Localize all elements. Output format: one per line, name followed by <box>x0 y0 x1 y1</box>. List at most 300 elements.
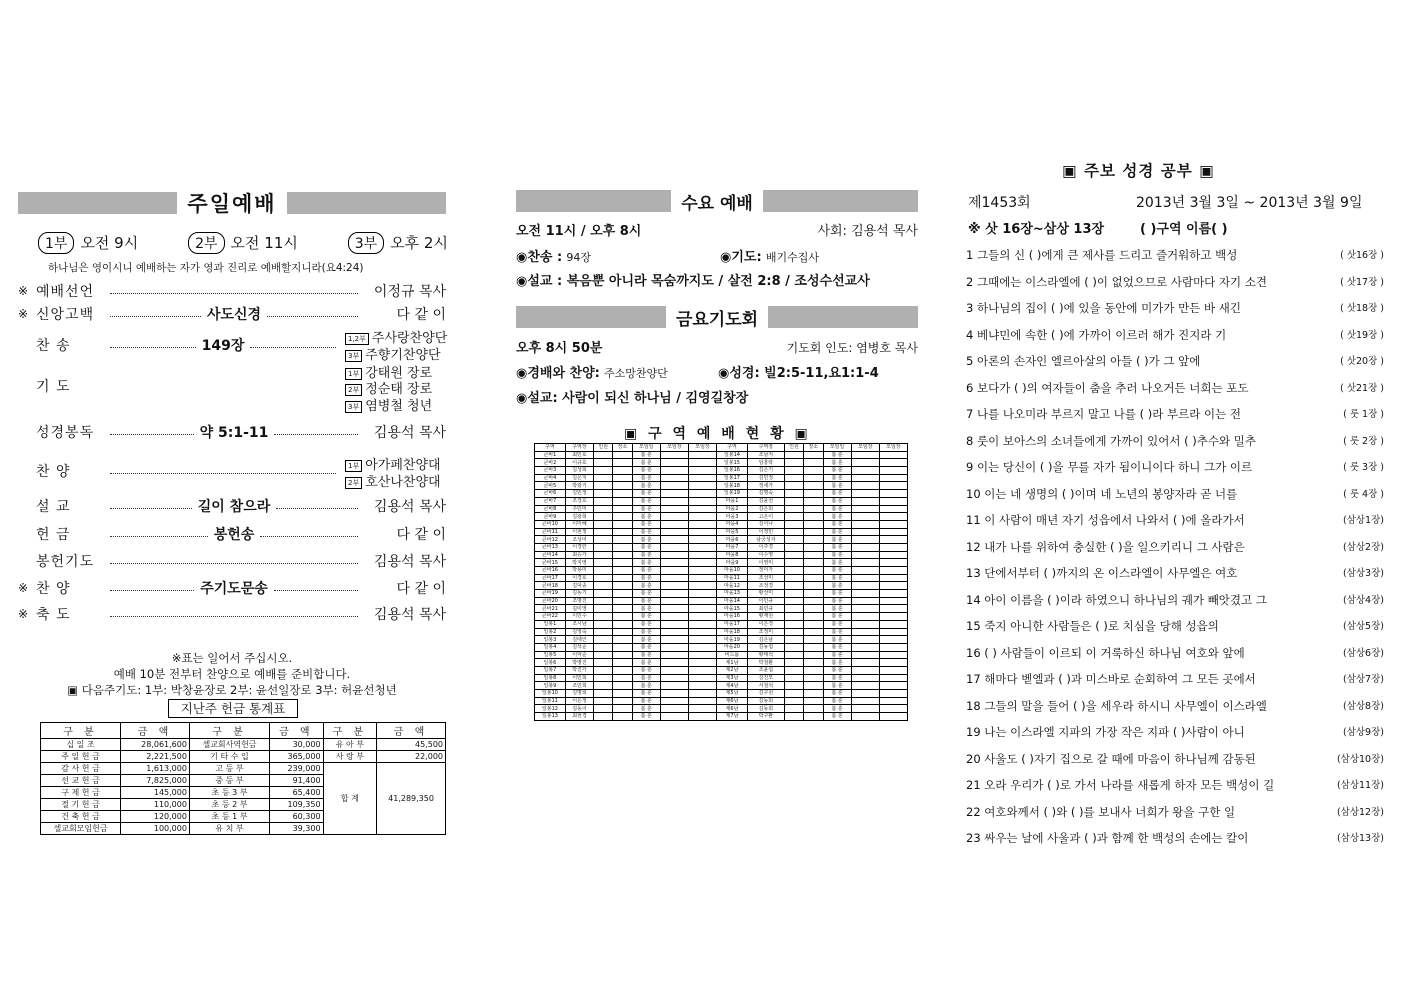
cell: 일봉9 <box>535 682 566 690</box>
time-text: 오전 9시 <box>80 234 139 252</box>
cell <box>688 590 716 598</box>
cell: 김미영 <box>565 605 593 613</box>
cell <box>851 567 879 575</box>
cell: 구 제 헌 금 <box>41 787 121 799</box>
table-row <box>535 620 908 628</box>
col-header: 인원 <box>594 444 613 452</box>
cell: 봄 훈 <box>632 605 660 613</box>
cell <box>660 528 688 536</box>
table-row <box>535 482 908 490</box>
table-row <box>535 628 908 636</box>
cell: 박광기 <box>565 482 593 490</box>
cell <box>660 459 688 467</box>
cell <box>613 666 632 674</box>
cell <box>804 690 823 698</box>
order-item <box>18 421 446 443</box>
cell: 109,350 <box>270 799 324 811</box>
order-person: 김용석 목사 <box>373 499 446 515</box>
cell: 봄 훈 <box>823 590 851 598</box>
prayer-value: 배기수집사 <box>765 251 819 264</box>
prayer-sub-3 <box>345 395 432 414</box>
table-row <box>535 520 908 528</box>
order-name: 예배선언 <box>36 284 95 300</box>
cell <box>804 490 823 498</box>
cell: 김은지 <box>565 474 593 482</box>
question-text: 11 이 사람이 매년 자기 성읍에서 나와서 ( )에 올라가서 <box>966 513 1245 527</box>
cell: 조성미 <box>565 536 593 544</box>
cell: 28,061,600 <box>121 739 190 751</box>
friday-header <box>516 306 918 328</box>
sub-badge: 3부 <box>345 350 362 362</box>
order-item <box>18 577 446 599</box>
hymn-sub-2 <box>345 344 441 363</box>
cell: 39,300 <box>270 823 324 835</box>
cell: 주민미 <box>565 505 593 513</box>
cell: 마을1 <box>717 497 748 505</box>
cell <box>804 613 823 621</box>
cell <box>784 467 803 475</box>
cell: 황태석 <box>747 651 784 659</box>
cell <box>851 536 879 544</box>
cell: 일봉11 <box>535 697 566 705</box>
cell: 남궁성자 <box>747 536 784 544</box>
table-row <box>535 651 908 659</box>
cell <box>594 628 613 636</box>
cell <box>594 690 613 698</box>
cell: 봄 훈 <box>632 474 660 482</box>
cell <box>784 459 803 467</box>
cell: 최현경 <box>565 713 593 721</box>
question-item <box>966 671 1384 687</box>
col-header: 구역 <box>717 444 748 452</box>
cell <box>594 674 613 682</box>
cell <box>804 497 823 505</box>
cell: 제1남 <box>717 659 748 667</box>
order-name: 찬 송 <box>36 338 71 354</box>
cell <box>879 666 907 674</box>
cell: 마을2 <box>717 505 748 513</box>
cell <box>594 682 613 690</box>
offering-header-row <box>41 723 446 739</box>
cell: 봄 훈 <box>823 467 851 475</box>
sub-text: 강태원 장로 <box>365 366 433 381</box>
table-row <box>535 590 908 598</box>
friday-praise <box>516 362 668 381</box>
cell: 봄 훈 <box>823 682 851 690</box>
cell <box>784 490 803 498</box>
cell <box>660 536 688 544</box>
cell <box>660 482 688 490</box>
question-item <box>966 804 1384 820</box>
cell: 봄 훈 <box>632 620 660 628</box>
cell: 사 랑 부 <box>323 751 377 763</box>
sub-badge: 1부 <box>345 460 362 472</box>
cell <box>688 528 716 536</box>
sub-text: 정순태 장로 <box>365 382 433 397</box>
cell <box>804 574 823 582</box>
cell <box>784 636 803 644</box>
cell <box>688 474 716 482</box>
question-text: 14 아이 이름을 ( )이라 하였으니 하나님의 궤가 빼앗겼고 그 <box>966 592 1267 607</box>
cell <box>613 559 632 567</box>
order-person: 다 같 이 <box>396 307 447 323</box>
cell <box>784 597 803 605</box>
question-item <box>966 486 1384 502</box>
cell <box>804 651 823 659</box>
cell <box>688 643 716 651</box>
cell: 봄 훈 <box>632 636 660 644</box>
cell: 마을3 <box>717 513 748 521</box>
cell: 큰바13 <box>535 543 566 551</box>
cell <box>688 597 716 605</box>
time-text: 오후 2시 <box>390 234 448 252</box>
cell: 김명숙 <box>747 490 784 498</box>
cell <box>804 559 823 567</box>
cell: 김은기 <box>747 467 784 475</box>
cell <box>660 620 688 628</box>
cell <box>660 597 688 605</box>
cell: 봄 훈 <box>632 597 660 605</box>
cell: 마을12 <box>717 582 748 590</box>
sunday-header <box>18 192 446 214</box>
cell <box>804 536 823 544</box>
cell: 마을5 <box>717 528 748 536</box>
cell: 큰바15 <box>535 559 566 567</box>
table-row <box>41 739 446 751</box>
cell <box>688 651 716 659</box>
cell: 마을13 <box>717 590 748 598</box>
cell: 마을10 <box>717 567 748 575</box>
cell <box>688 605 716 613</box>
cell: 봄 훈 <box>632 628 660 636</box>
col-header: 모임일 <box>823 444 851 452</box>
cell <box>804 567 823 575</box>
cell <box>594 666 613 674</box>
cell <box>688 666 716 674</box>
order-content: 봉헌송 <box>212 524 257 544</box>
cell: 박명진 <box>565 659 593 667</box>
cell: 이경란 <box>565 543 593 551</box>
question-item <box>966 618 1384 634</box>
cell: 절 기 헌 금 <box>41 799 121 811</box>
cell: 마을14 <box>717 597 748 605</box>
cell: 큰바1 <box>535 451 566 459</box>
order-person: 김용석 목사 <box>373 554 446 570</box>
cell <box>804 551 823 559</box>
col-header: 인원 <box>784 444 803 452</box>
cell: 7,825,000 <box>121 775 190 787</box>
sub-badge: 1부 <box>345 368 362 380</box>
cell <box>851 582 879 590</box>
cell <box>851 628 879 636</box>
note-prepare: 예배 10분 전부터 찬양으로 예배를 준비합니다. <box>113 667 351 681</box>
cell <box>804 713 823 721</box>
cell: 봄 훈 <box>823 605 851 613</box>
cell <box>879 651 907 659</box>
cell: 일봉8 <box>535 674 566 682</box>
cell <box>613 620 632 628</box>
col-header: 구 분 <box>41 723 121 739</box>
table-row <box>535 659 908 667</box>
cell <box>688 713 716 721</box>
question-ref: (삼상12장) <box>1336 806 1384 818</box>
cell: 일봉1 <box>535 620 566 628</box>
cell <box>613 482 632 490</box>
cell: 큰바18 <box>535 582 566 590</box>
service-time-1 <box>38 232 138 254</box>
col-header: 금 액 <box>121 723 190 739</box>
order-content: 주기도문송 <box>198 578 270 598</box>
cell: 김성희 <box>565 467 593 475</box>
cell: 최민호 <box>565 451 593 459</box>
order-name: 기 도 <box>36 379 71 395</box>
study-range: ※ 삿 16장~삼상 13장 <box>968 222 1105 237</box>
cell <box>804 674 823 682</box>
cell: 초 등 3 부 <box>189 787 269 799</box>
cell <box>594 520 613 528</box>
cell <box>784 574 803 582</box>
cell: 제4남 <box>717 682 748 690</box>
cell <box>851 459 879 467</box>
cell: 봄 훈 <box>823 705 851 713</box>
order-item <box>18 375 340 397</box>
cell: 봄 훈 <box>632 690 660 698</box>
cell <box>660 605 688 613</box>
cell: 초 등 2 부 <box>189 799 269 811</box>
standing-mark: ※ <box>18 307 29 321</box>
order-content: 사도신경 <box>205 304 263 324</box>
order-person: 다 같 이 <box>396 581 446 597</box>
cell: 봄 훈 <box>823 513 851 521</box>
cell: 봄 훈 <box>632 666 660 674</box>
cell <box>594 590 613 598</box>
cell: 정미가 <box>747 567 784 575</box>
cell: 봄 훈 <box>823 528 851 536</box>
cell: 100,000 <box>121 823 190 835</box>
cell: 김명희 <box>565 690 593 698</box>
cell: 조성미 <box>747 574 784 582</box>
col-header: 모임장 <box>851 444 879 452</box>
cell: 봄 훈 <box>632 536 660 544</box>
question-item <box>966 565 1384 581</box>
table-row <box>535 636 908 644</box>
district-title: ▣ 구 역 예 배 현 황 ▣ <box>624 426 811 442</box>
cell <box>784 590 803 598</box>
cell <box>594 659 613 667</box>
cell <box>660 582 688 590</box>
cell <box>784 643 803 651</box>
cell: 조경호 <box>565 497 593 505</box>
cell: 봄 훈 <box>823 697 851 705</box>
cell <box>594 567 613 575</box>
sub-badge: 2부 <box>345 477 362 489</box>
cell <box>594 705 613 713</box>
cell: 큰바8 <box>535 505 566 513</box>
cell: 마을18 <box>717 628 748 636</box>
cell: 마을19 <box>717 636 748 644</box>
cell <box>688 613 716 621</box>
friday-scripture: ◉성경: 빌2:5-11,요1:1-4 <box>718 366 879 381</box>
cell <box>804 451 823 459</box>
col-header: 모임장 <box>879 444 907 452</box>
cell: 봄 훈 <box>823 459 851 467</box>
table-row <box>535 551 908 559</box>
cell <box>660 574 688 582</box>
cell <box>660 567 688 575</box>
cell <box>613 628 632 636</box>
cell: 제6남 <box>717 697 748 705</box>
order-item <box>18 603 446 625</box>
cell: 봄 훈 <box>632 613 660 621</box>
cell: 봄 훈 <box>823 451 851 459</box>
cell: 봄 훈 <box>632 482 660 490</box>
cell: 봄 훈 <box>823 574 851 582</box>
cell <box>851 490 879 498</box>
wednesday-time: 오전 11시 / 오후 8시 <box>516 224 642 239</box>
order-person: 이정규 목사 <box>373 284 446 300</box>
cell: 봄 훈 <box>823 690 851 698</box>
question-text: 6 보다가 ( )의 여자들이 춤을 추러 나오거든 너희는 포도 <box>966 380 1249 395</box>
cell <box>879 690 907 698</box>
note-next-prayer: ▣ 다음주기도: 1부: 박창윤장로 2부: 윤선일장로 3부: 허윤선청년 <box>67 683 397 697</box>
cell: 이수영 <box>747 551 784 559</box>
cell <box>804 467 823 475</box>
cell <box>688 505 716 513</box>
cell: 마을11 <box>717 574 748 582</box>
question-text: 10 이는 네 생명의 ( )이며 네 노년의 봉양자라 곧 너를 <box>966 486 1238 501</box>
cell <box>688 705 716 713</box>
question-text: 5 아론의 손자인 엘르아살의 아들 ( )가 그 앞에 <box>966 354 1201 368</box>
table-row <box>535 582 908 590</box>
cell: 큰바11 <box>535 528 566 536</box>
col-header: 구역장 <box>565 444 593 452</box>
cell: 마을8 <box>717 551 748 559</box>
service-time-2 <box>188 232 298 254</box>
cell <box>804 666 823 674</box>
cell: 봄 훈 <box>823 713 851 721</box>
cell: 김진모 <box>747 674 784 682</box>
cell <box>594 613 613 621</box>
cell <box>594 605 613 613</box>
cell: 마을4 <box>717 520 748 528</box>
cell: 2,221,500 <box>121 751 190 763</box>
friday-time: 오후 8시 50분 <box>516 341 603 356</box>
cell: 조민희 <box>565 682 593 690</box>
question-ref: ( 삿19장 ) <box>1340 329 1384 341</box>
col-header: 금 액 <box>377 723 446 739</box>
cell <box>804 505 823 513</box>
cell: 김민정 <box>565 490 593 498</box>
cell <box>804 643 823 651</box>
cell <box>613 451 632 459</box>
cell <box>784 651 803 659</box>
cell: 봄 훈 <box>632 567 660 575</box>
cell <box>784 613 803 621</box>
cell <box>594 551 613 559</box>
cell <box>851 513 879 521</box>
cell <box>879 467 907 475</box>
cell <box>660 474 688 482</box>
cell <box>594 620 613 628</box>
question-item <box>966 592 1384 608</box>
study-title: ▣ 주보 성경 공부 ▣ <box>1062 162 1215 180</box>
cell <box>879 451 907 459</box>
order-name: 설 교 <box>36 499 71 515</box>
table-row <box>41 751 446 763</box>
question-ref: (삼상5장) <box>1343 621 1384 632</box>
cell: 유 치 부 <box>189 823 269 835</box>
cell <box>804 697 823 705</box>
question-text: 3 하나님의 집이 ( )에 있을 동안에 미가가 만든 바 새긴 <box>966 301 1242 315</box>
table-row <box>535 697 908 705</box>
cell <box>851 559 879 567</box>
cell: 봄 훈 <box>632 520 660 528</box>
cell: 봄 훈 <box>823 536 851 544</box>
order-item <box>18 303 446 325</box>
cell: 박용미 <box>565 567 593 575</box>
cell: 이민규 <box>747 597 784 605</box>
cell: 일봉14 <box>717 451 748 459</box>
cell <box>879 567 907 575</box>
cell <box>594 582 613 590</box>
time-badge: 3부 <box>348 232 384 254</box>
table-row <box>535 597 908 605</box>
question-ref: (삼상1장) <box>1343 515 1384 526</box>
cell <box>660 490 688 498</box>
district-table <box>534 443 908 721</box>
cell: 일봉15 <box>717 459 748 467</box>
cell: 일봉6 <box>535 659 566 667</box>
cell <box>660 690 688 698</box>
cell: 45,500 <box>377 739 446 751</box>
cell: 봄 훈 <box>632 643 660 651</box>
cell: 중 등 부 <box>189 775 269 787</box>
cell <box>613 590 632 598</box>
cell: 고은이 <box>747 513 784 521</box>
cell: 황재원 <box>747 613 784 621</box>
question-text: 12 내가 나를 위하여 충실한 ( )을 일으키리니 그 사람은 <box>966 539 1245 554</box>
cell <box>851 643 879 651</box>
cell: 봄 훈 <box>632 582 660 590</box>
cell <box>613 582 632 590</box>
cell <box>660 705 688 713</box>
cell <box>851 666 879 674</box>
cell: 김윤선 <box>747 497 784 505</box>
hymn-value: 94장 <box>566 251 591 264</box>
question-item <box>966 300 1384 316</box>
service-time-3 <box>348 232 448 254</box>
cell <box>879 682 907 690</box>
cell: 큰바7 <box>535 497 566 505</box>
cell: 봄 훈 <box>823 505 851 513</box>
cell <box>851 482 879 490</box>
cell <box>613 613 632 621</box>
sub-text: 호산나찬양대 <box>365 475 441 490</box>
cell <box>879 697 907 705</box>
praise-value: 주소망찬양단 <box>604 367 668 380</box>
cell: 제3남 <box>717 674 748 682</box>
cell: 65,400 <box>270 787 324 799</box>
cell <box>784 567 803 575</box>
sub-badge: 3부 <box>345 401 362 413</box>
order-person: 김용석 목사 <box>373 425 446 441</box>
cell <box>660 666 688 674</box>
cell <box>613 697 632 705</box>
table-row <box>535 567 908 575</box>
cell <box>688 513 716 521</box>
cell <box>851 528 879 536</box>
cell <box>784 690 803 698</box>
